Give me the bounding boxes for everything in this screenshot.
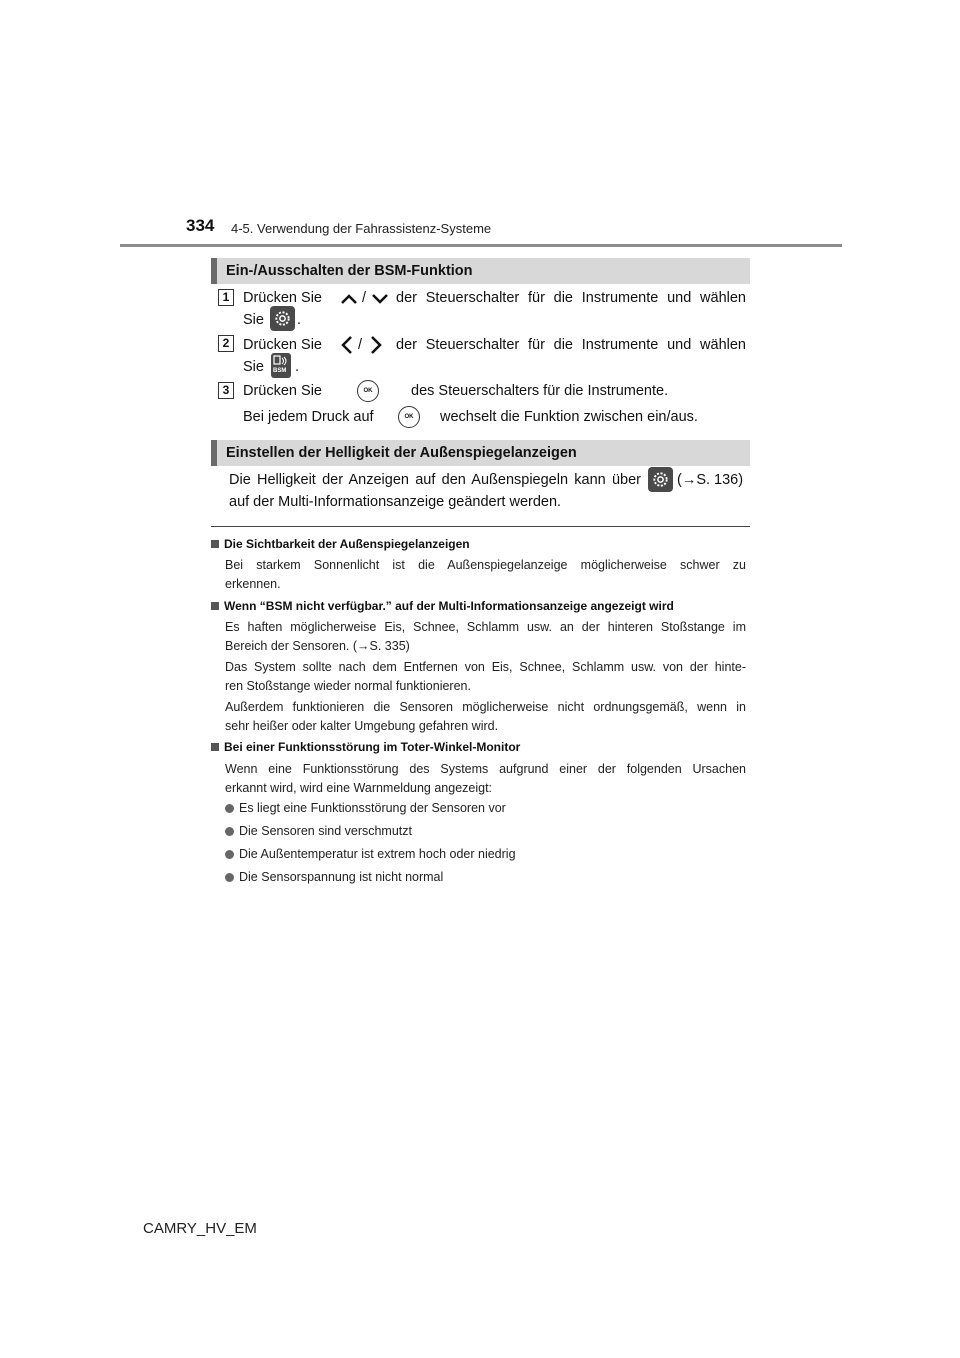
note-heading-not-available: Wenn “BSM nicht verfügbar.” auf der Multi-Informationsanzeige angezeigt wird bbox=[211, 599, 674, 613]
section-header-brightness: Einstellen der Helligkeit der Außenspiegelanzeigen bbox=[211, 440, 750, 466]
note1-line1: Bei starkem Sonnenlicht ist die Außenspiegelanzeige möglicherweise schwer zu bbox=[225, 558, 746, 572]
step2-text-c: Sie bbox=[243, 359, 264, 375]
brightness-text-a: Die Helligkeit der Anzeigen auf den Außenspiegeln kann über bbox=[229, 472, 641, 488]
note1-line2: erkennen. bbox=[225, 577, 281, 591]
step3-text-a: Drücken Sie bbox=[243, 383, 322, 399]
step3-text-c: Bei jedem Druck auf bbox=[243, 409, 374, 425]
chevron-right-icon bbox=[369, 335, 383, 355]
page-number: 334 bbox=[186, 216, 215, 235]
list-item: Die Sensoren sind verschmutzt bbox=[225, 824, 412, 838]
bsm-icon bbox=[271, 353, 291, 378]
bsm-icon-label: BSM bbox=[273, 368, 287, 374]
step2-text-a: Drücken Sie bbox=[243, 337, 322, 353]
step-number-2: 2 bbox=[218, 335, 234, 352]
chevron-down-icon bbox=[371, 292, 389, 306]
brightness-text-b: auf der Multi-Informationsanzeige geändert werden. bbox=[229, 494, 562, 510]
list-item: Die Sensorspannung ist nicht normal bbox=[225, 870, 443, 884]
gear-icon bbox=[648, 467, 673, 492]
chevron-up-icon bbox=[340, 292, 358, 306]
note-heading-malfunction: Bei einer Funktionsstörung im Toter-Winkel-Monitor bbox=[211, 740, 520, 754]
ok-icon-label: OK bbox=[363, 388, 373, 394]
note2-line3: Das System sollte nach dem Entfernen von Eis, Schnee, Schlamm usw. von der hinte- bbox=[225, 660, 746, 674]
list-item: Es liegt eine Funktionsstörung der Sensoren vor bbox=[225, 801, 506, 815]
bullet-dot-icon bbox=[225, 873, 234, 882]
square-bullet-icon bbox=[211, 540, 219, 548]
note-heading-visibility: Die Sichtbarkeit der Außenspiegelanzeigen bbox=[211, 537, 470, 551]
gear-icon bbox=[270, 306, 295, 331]
step1-text-b: der Steuerschalter für die Instrumente und wählen bbox=[396, 290, 746, 306]
square-bullet-icon bbox=[211, 602, 219, 610]
step3-text-b: des Steuerschalters für die Instrumente. bbox=[411, 383, 669, 399]
step1-text-c: Sie bbox=[243, 312, 264, 328]
note2-line2: Bereich der Sensoren. (→S. 335) bbox=[225, 639, 410, 653]
step1-text-d: . bbox=[297, 312, 302, 328]
section-header-bsm: Ein-/Ausschalten der BSM-Funktion bbox=[211, 258, 750, 284]
note2-line1: Es haften möglicherweise Eis, Schnee, Schlamm usw. an der hinteren Stoßstange im bbox=[225, 620, 746, 634]
bullet-dot-icon bbox=[225, 827, 234, 836]
step1-separator: / bbox=[362, 290, 367, 306]
step3-text-d: wechselt die Funktion zwischen ein/aus. bbox=[440, 409, 698, 425]
ok-button-icon bbox=[398, 406, 420, 428]
note3-line1: Wenn eine Funktionsstörung des Systems aufgrund einer der folgenden Ursachen bbox=[225, 762, 746, 776]
bullet-dot-icon bbox=[225, 804, 234, 813]
step-number-3: 3 bbox=[218, 382, 234, 399]
footer-code: CAMRY_HV_EM bbox=[143, 1220, 257, 1237]
brightness-page-ref: (→S. 136) bbox=[677, 472, 744, 488]
note2-line4: ren Stoßstange wieder normal funktionieren. bbox=[225, 679, 471, 693]
ok-button-icon bbox=[357, 380, 379, 402]
ok-icon-label: OK bbox=[404, 414, 414, 420]
notes-divider bbox=[211, 526, 750, 527]
header-divider bbox=[120, 244, 842, 247]
list-item: Die Außentemperatur ist extrem hoch oder niedrig bbox=[225, 847, 516, 861]
note2-line5: Außerdem funktionieren die Sensoren möglicherweise nicht ordnungsgemäß, wenn in bbox=[225, 700, 746, 714]
step-number-1: 1 bbox=[218, 289, 234, 306]
chevron-left-icon bbox=[340, 335, 354, 355]
step2-text-b: der Steuerschalter für die Instrumente und wählen bbox=[396, 337, 746, 353]
note3-line2: erkannt wird, wird eine Warnmeldung angezeigt: bbox=[225, 781, 493, 795]
chapter-title: 4-5. Verwendung der Fahrassistenz-Systeme bbox=[231, 221, 492, 236]
square-bullet-icon bbox=[211, 743, 219, 751]
step2-separator: / bbox=[358, 337, 363, 353]
step2-text-d: . bbox=[295, 359, 300, 375]
step1-text-a: Drücken Sie bbox=[243, 290, 322, 306]
note2-line6: sehr heißer oder kalter Umgebung gefahren wird. bbox=[225, 719, 499, 733]
bullet-dot-icon bbox=[225, 850, 234, 859]
